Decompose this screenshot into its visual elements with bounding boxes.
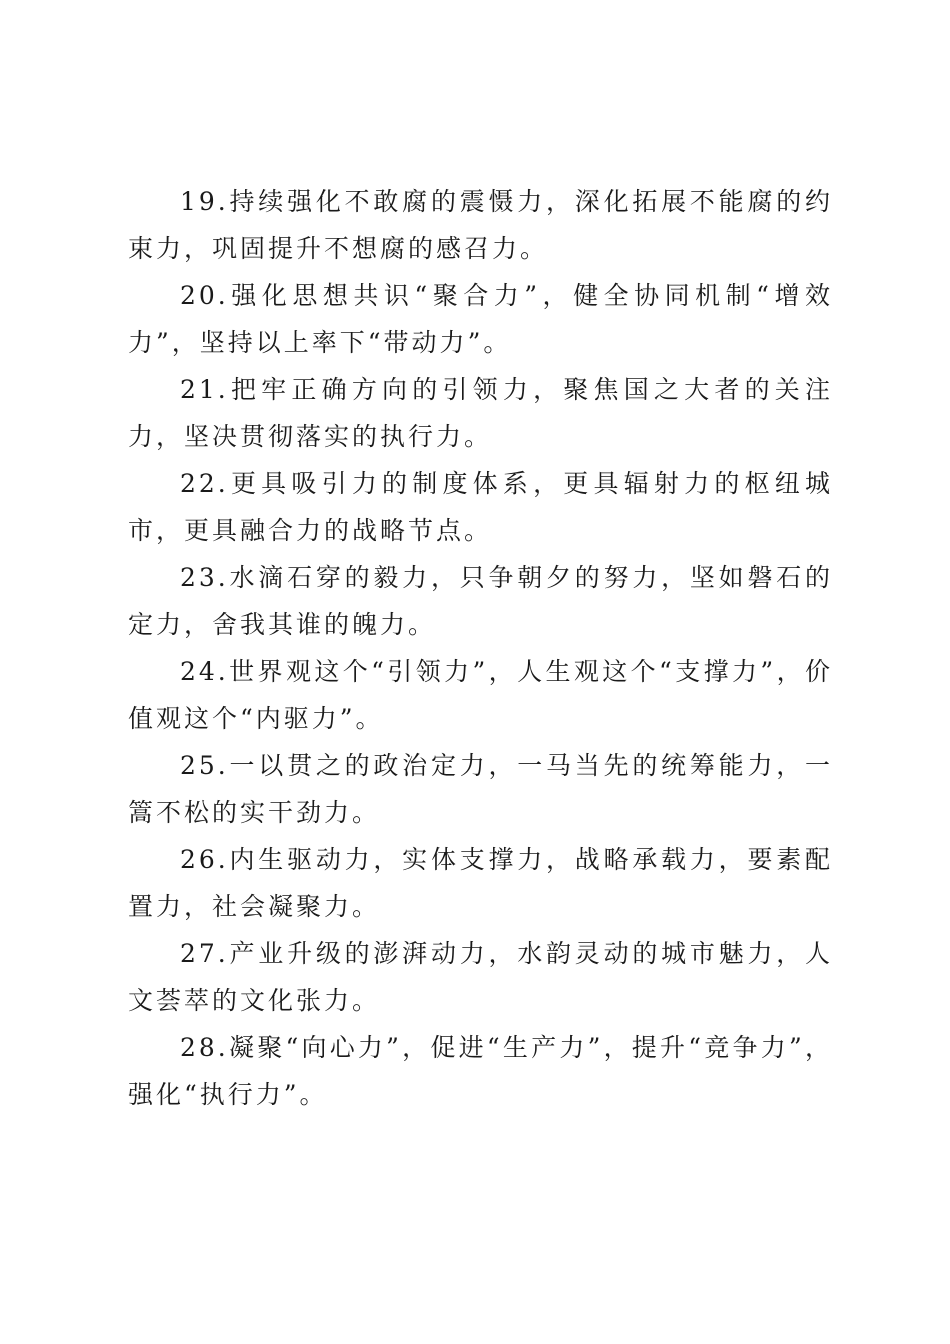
paragraph-23: 23.水滴石穿的毅力，只争朝夕的努力，坚如磐石的定力，舍我其谁的魄力。	[128, 563, 833, 639]
paragraph-26: 26.内生驱动力，实体支撑力，战略承载力，要素配置力，社会凝聚力。	[128, 845, 833, 921]
paragraph-28: 28.凝聚“向心力”，促进“生产力”，提升“竞争力”，强化“执行力”。	[128, 1033, 833, 1109]
paragraph-25: 25.一以贯之的政治定力，一马当先的统筹能力，一篙不松的实干劲力。	[128, 751, 833, 827]
paragraph-24: 24.世界观这个“引领力”，人生观这个“支撑力”，价值观这个“内驱力”。	[128, 657, 833, 733]
paragraph-22: 22.更具吸引力的制度体系，更具辐射力的枢纽城市，更具融合力的战略节点。	[128, 469, 833, 545]
paragraph-19: 19.持续强化不敢腐的震慑力，深化拓展不能腐的约束力，巩固提升不想腐的感召力。	[128, 187, 833, 263]
paragraph-20: 20.强化思想共识“聚合力”，健全协同机制“增效力”，坚持以上率下“带动力”。	[128, 281, 833, 357]
paragraph-21: 21.把牢正确方向的引领力，聚焦国之大者的关注力，坚决贯彻落实的执行力。	[128, 375, 833, 451]
paragraph-27: 27.产业升级的澎湃动力，水韵灵动的城市魅力，人文荟萃的文化张力。	[128, 939, 833, 1015]
document-body	[128, 178, 833, 1118]
